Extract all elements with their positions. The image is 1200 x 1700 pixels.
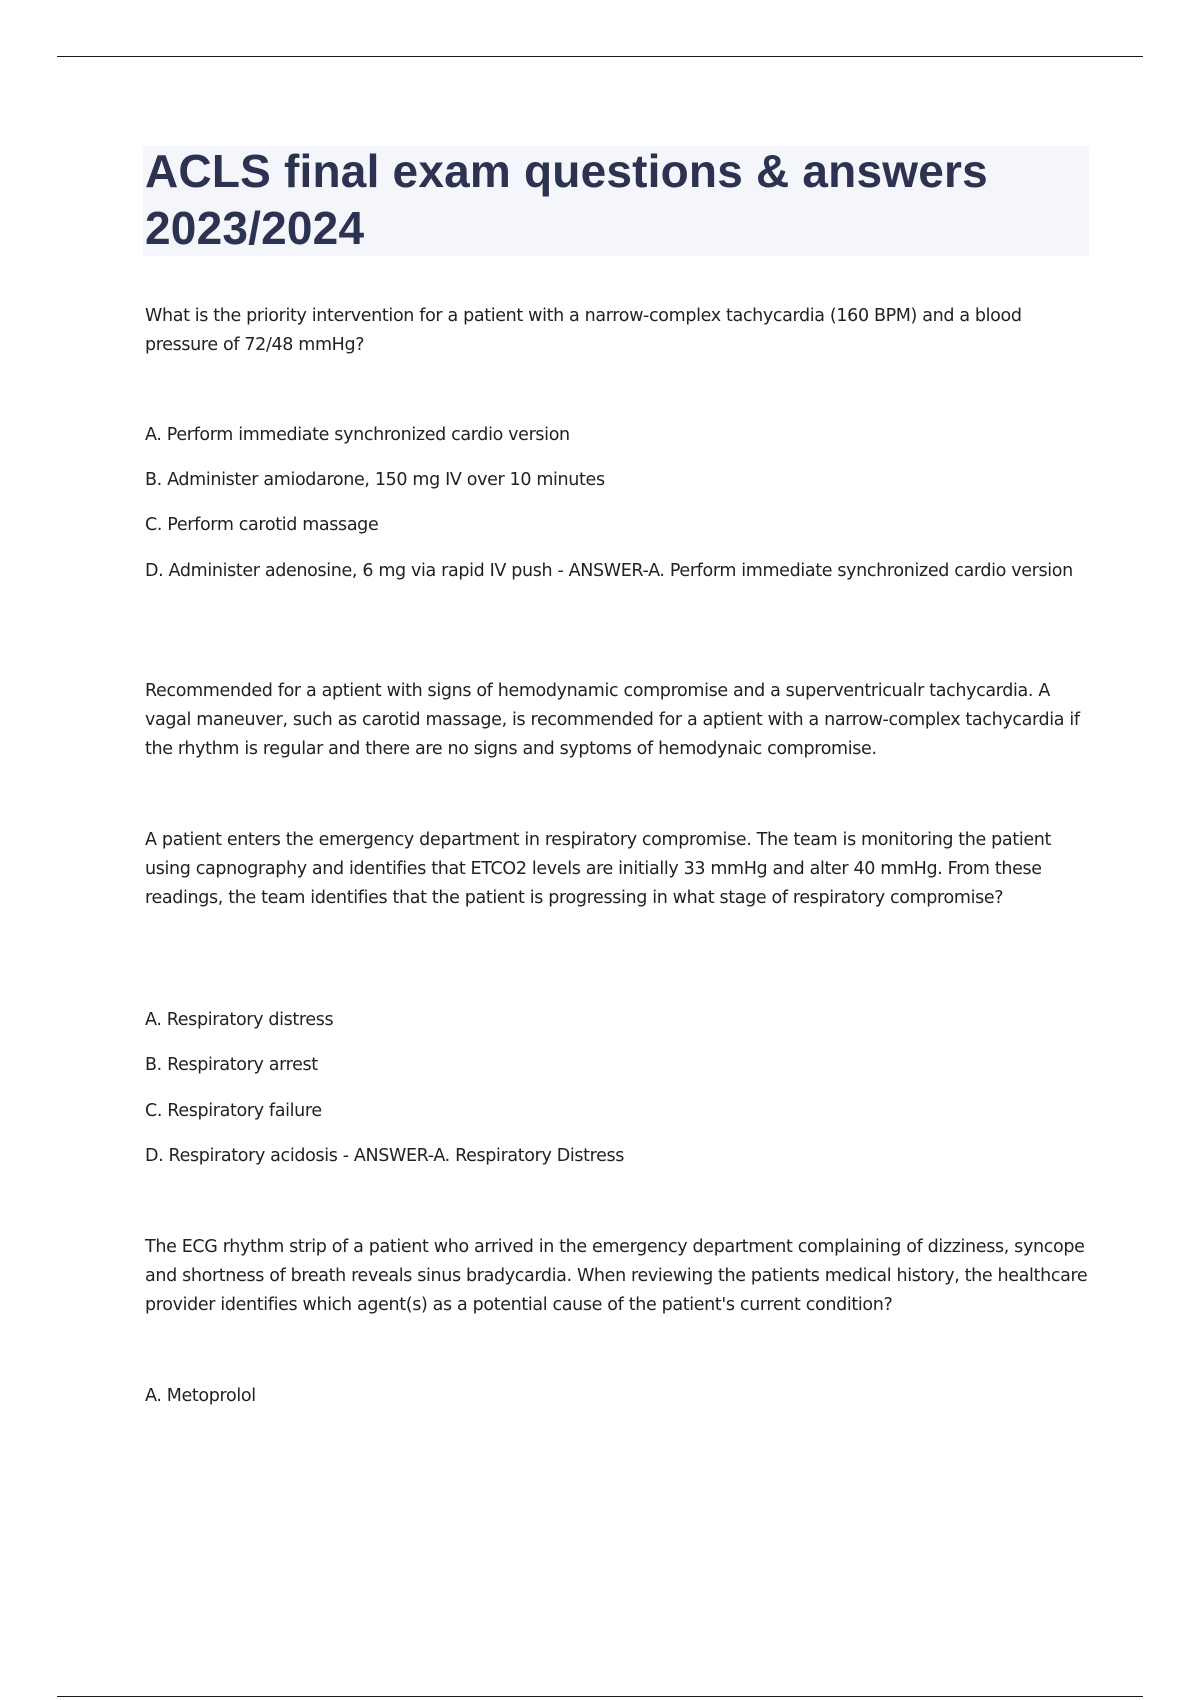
q2-option-b: B. Respiratory arrest bbox=[145, 1055, 318, 1075]
q1-option-a: A. Perform immediate synchronized cardio version bbox=[145, 425, 570, 445]
q3-option-a: A. Metoprolol bbox=[145, 1386, 256, 1406]
q1-option-c: C. Perform carotid massage bbox=[145, 515, 379, 535]
q2-option-a: A. Respiratory distress bbox=[145, 1010, 334, 1030]
footer-rule bbox=[57, 1696, 1143, 1697]
q2-option-d-answer: D. Respiratory acidosis - ANSWER-A. Respiratory Distress bbox=[145, 1146, 625, 1166]
document-title: ACLS final exam questions & answers 2023/2024 bbox=[145, 145, 988, 254]
q1-rationale: Recommended for a aptient with signs of hemodynamic compromise and a superventricualr tachycardia. A vagal maneuver, such as carotid massage, is recommended for a aptient with a narrow-complex tachycardia if the rhythm is regular and there are no signs and syptoms of hemodynaic compromise. bbox=[145, 681, 1080, 759]
q1-question: What is the priority intervention for a patient with a narrow-complex tachycardia (160 BPM) and a blood pressure of 72/48 mmHg? bbox=[145, 306, 1022, 355]
q1-option-b: B. Administer amiodarone, 150 mg IV over 10 minutes bbox=[145, 470, 605, 490]
q2-question: A patient enters the emergency department in respiratory compromise. The team is monitoring the patient using capnography and identifies that ETCO2 levels are initially 33 mmHg and alter 40 mmHg. From these readings, the team identifies that the patient is progressing in what stage of respiratory compromise? bbox=[145, 830, 1052, 908]
q3-question: The ECG rhythm strip of a patient who arrived in the emergency department complaining of dizziness, syncope and shortness of breath reveals sinus bradycardia. When reviewing the patients medical history, the healthcare provider identifies which agent(s) as a potential cause of the patient's current condition? bbox=[145, 1237, 1088, 1315]
q2-option-c: C. Respiratory failure bbox=[145, 1101, 322, 1121]
header-rule bbox=[57, 56, 1143, 57]
q1-option-d-answer: D. Administer adenosine, 6 mg via rapid IV push - ANSWER-A. Perform immediate synchronized cardio version bbox=[145, 561, 1073, 581]
